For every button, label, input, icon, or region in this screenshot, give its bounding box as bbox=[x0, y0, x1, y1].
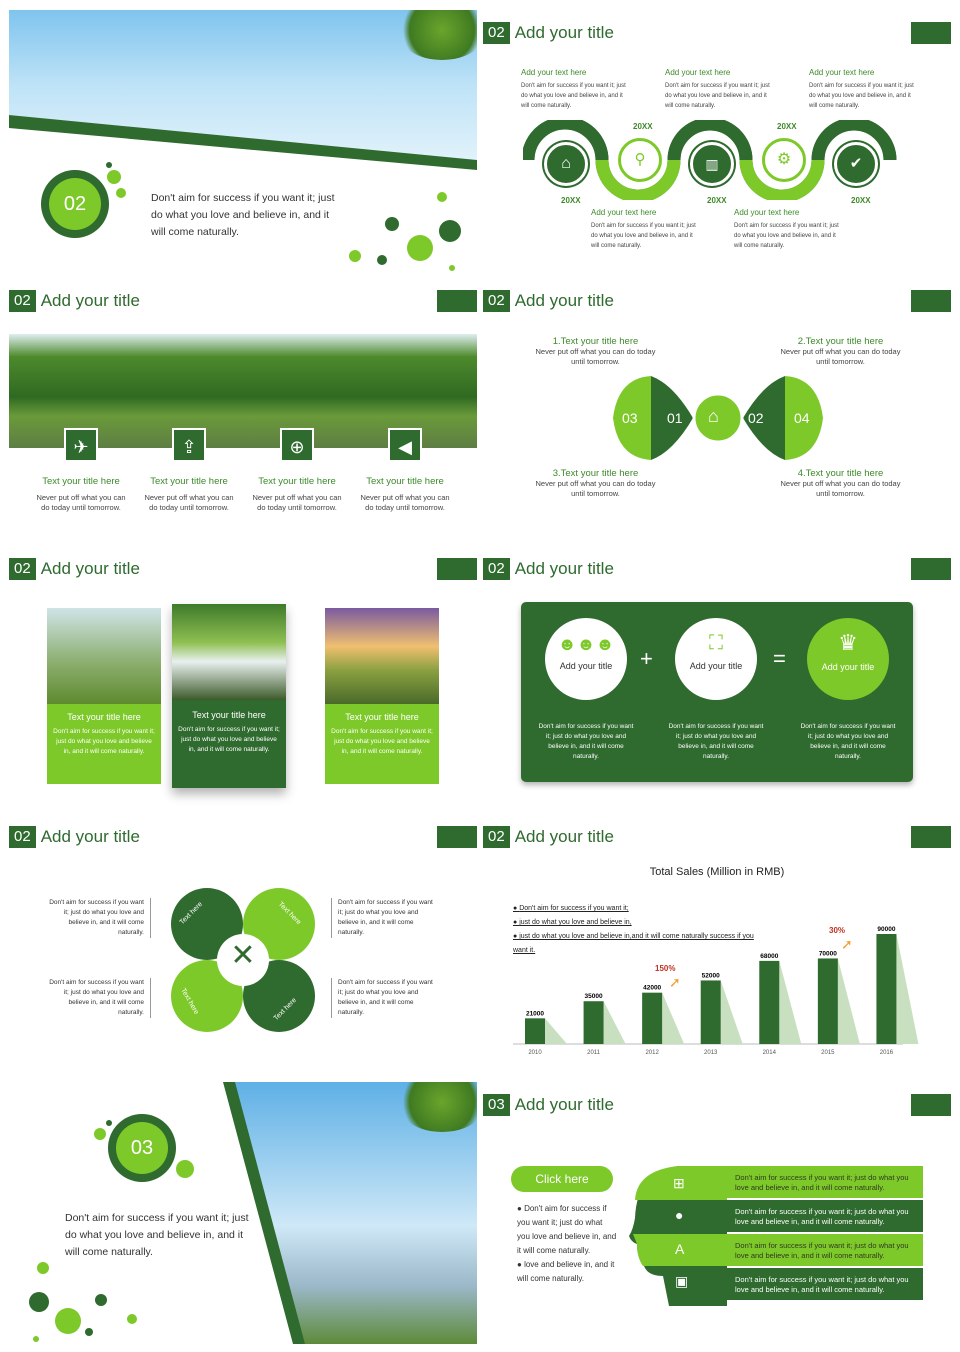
bullet-item: ● just do what you love and believe in,and it will come naturally success if you want it. bbox=[513, 933, 754, 954]
windows-icon: ⊞ bbox=[673, 1175, 685, 1191]
feature-item bbox=[136, 428, 242, 513]
year-label: 20XX bbox=[633, 122, 653, 131]
quote-text: Don't aim for success if you want it; just do what you love and believe in, and it will come naturally. bbox=[65, 1212, 249, 1258]
bullet-list bbox=[517, 1202, 617, 1286]
sales-bar-chart bbox=[513, 914, 923, 1064]
slide-header bbox=[483, 558, 614, 580]
bar-shadow bbox=[896, 934, 918, 1044]
circle-body: Don't aim for success if you want it; just do what you love and believe in, and it will come naturally. bbox=[800, 723, 896, 760]
bar-shadow bbox=[721, 980, 743, 1044]
globe-icon: ⊕ bbox=[280, 428, 314, 462]
circle-body: Don't aim for success if you want it; just do what you love and believe in, and it will come naturally. bbox=[668, 723, 764, 760]
slide-header bbox=[483, 1094, 614, 1116]
step-text bbox=[778, 468, 903, 499]
data-label: 90000 bbox=[877, 926, 896, 933]
dot bbox=[127, 1314, 137, 1324]
feature-body: Never put off what you can do today until tomorrow. bbox=[36, 493, 126, 512]
bullet-text: Don't aim for success if you want it; bbox=[519, 905, 629, 912]
circle-label: Add your title bbox=[689, 661, 743, 671]
section-number: 02 bbox=[9, 826, 36, 848]
year-label: 20XX bbox=[851, 196, 871, 205]
bullet-item: ● just do what you love and believe in, bbox=[513, 919, 632, 926]
step-number: 03 bbox=[622, 410, 638, 426]
up-arrow-icon: ➚ bbox=[669, 974, 681, 990]
airplane-icon: ✈ bbox=[64, 428, 98, 462]
tick-label: 2011 bbox=[587, 1050, 601, 1056]
feature-body: Never put off what you can do today until tomorrow. bbox=[360, 493, 450, 512]
feature-body: Never put off what you can do today until tomorrow. bbox=[144, 493, 234, 512]
plus-sign: + bbox=[640, 646, 653, 671]
dot bbox=[33, 1336, 39, 1342]
slide-10[interactable] bbox=[483, 1082, 951, 1344]
petal-label: Text here bbox=[179, 987, 200, 1016]
tick-label: 2014 bbox=[762, 1050, 776, 1056]
step-text bbox=[778, 336, 903, 367]
sunset-photo bbox=[325, 608, 439, 704]
bar bbox=[525, 1018, 545, 1044]
feature-item bbox=[28, 428, 134, 513]
waterfall-photo bbox=[172, 604, 286, 700]
section-number: 03 bbox=[483, 1094, 510, 1116]
step-body: Never put off what you can do today until tomorrow. bbox=[535, 479, 656, 498]
info-row: Don't aim for success if you want it; just do what you love and believe in, and it will come naturally. bbox=[727, 1234, 923, 1266]
chart-icon: ▥ bbox=[690, 142, 734, 186]
step-title: 2.Text your title here bbox=[797, 336, 884, 347]
bullet-item: ● Don't aim for success if you want it; bbox=[513, 905, 629, 912]
header-box bbox=[911, 558, 951, 580]
section-number: 02 bbox=[9, 290, 36, 312]
bullet-text: love and believe in, and it will come naturally. bbox=[517, 1260, 615, 1283]
dot bbox=[176, 1160, 194, 1178]
slide-header bbox=[483, 290, 614, 312]
slide-title: Add your title bbox=[40, 291, 140, 310]
card-body: Don't aim for success if you want it; just do what you love and believe in, and it will come naturally. bbox=[178, 726, 280, 753]
section-number: 02 bbox=[483, 826, 510, 848]
feature-title: Text your title here bbox=[42, 476, 120, 487]
slide-title: Add your title bbox=[514, 1095, 614, 1114]
slide-title: Add your title bbox=[40, 559, 140, 578]
card-body: Don't aim for success if you want it; just do what you love and believe in, and it will come naturally. bbox=[53, 728, 155, 755]
dot bbox=[407, 235, 433, 261]
valley-photo bbox=[47, 608, 161, 704]
info-row: Don't aim for success if you want it; just do what you love and believe in, and it will come naturally. bbox=[727, 1166, 923, 1198]
side-text: Don't aim for success if you want it; just do what you love and believe in, and it will come naturally. bbox=[331, 978, 437, 1018]
text-block bbox=[591, 208, 701, 251]
gear-icon: ⚙ bbox=[762, 138, 806, 182]
step-number: 04 bbox=[794, 410, 810, 426]
dot bbox=[85, 1328, 93, 1336]
block-body: Don't aim for success if you want it; just do what you love and believe in, and it will come naturally. bbox=[665, 83, 770, 109]
header-box bbox=[437, 826, 477, 848]
slide-6[interactable] bbox=[483, 546, 951, 808]
block-body: Don't aim for success if you want it; just do what you love and believe in, and it will come naturally. bbox=[809, 83, 914, 109]
bullet-text: just do what you love and believe in,and it will come naturally success if you want it. bbox=[513, 933, 754, 954]
side-text: Don't aim for success if you want it; just do what you love and believe in, and it will come naturally. bbox=[331, 898, 437, 938]
step-title: 4.Text your title here bbox=[797, 468, 884, 479]
bullet-item: ● Don't aim for success if you want it; just do what you love and believe in, and it will come naturally. bbox=[517, 1204, 617, 1255]
bullet-text: Don't aim for success if you want it; just do what you love and believe in, and it will come naturally. bbox=[517, 1204, 617, 1255]
petal-label: Text here bbox=[178, 900, 205, 927]
bar bbox=[818, 958, 838, 1044]
slide-5[interactable] bbox=[9, 546, 477, 808]
block-heading: Add your text here bbox=[521, 68, 587, 77]
feature-title: Text your title here bbox=[366, 476, 444, 487]
card-body: Don't aim for success if you want it; just do what you love and believe in, and it will come naturally. bbox=[331, 728, 433, 755]
slide-1[interactable] bbox=[9, 10, 477, 272]
tick-label: 2015 bbox=[821, 1050, 835, 1056]
section-circle-inner: 03 bbox=[116, 1122, 168, 1174]
bar-shadow bbox=[838, 958, 860, 1044]
tick-label: 2016 bbox=[879, 1050, 894, 1056]
chart-title: Total Sales (Million in RMB) bbox=[649, 866, 785, 878]
tick-label: 2012 bbox=[645, 1050, 659, 1056]
data-label: 70000 bbox=[818, 950, 837, 958]
speaker-icon: ◀ bbox=[388, 428, 422, 462]
dot bbox=[106, 1120, 112, 1126]
slide-title: Add your title bbox=[514, 559, 614, 578]
circle-label: Add your title bbox=[821, 662, 875, 672]
apple-icon: ● bbox=[675, 1207, 684, 1223]
year-label: 20XX bbox=[777, 122, 797, 131]
bar bbox=[701, 980, 721, 1044]
trophy-icon: ♛ bbox=[838, 630, 858, 655]
slide-header bbox=[483, 826, 614, 848]
circle-body: Don't aim for success if you want it; just do what you love and believe in, and it will come naturally. bbox=[538, 723, 634, 760]
data-label: 68000 bbox=[760, 952, 779, 960]
upload-icon: ⇪ bbox=[172, 428, 206, 462]
growth-badge: 150% bbox=[655, 964, 676, 973]
slide-9[interactable] bbox=[9, 1082, 477, 1344]
presenter-circle bbox=[675, 618, 757, 700]
step-body: Never put off what you can do today until tomorrow. bbox=[780, 347, 901, 366]
feature-title: Text your title here bbox=[150, 476, 228, 487]
header-box bbox=[437, 558, 477, 580]
dot bbox=[29, 1292, 49, 1312]
bar bbox=[876, 934, 896, 1044]
quote-text: Don't aim for success if you want it; just do what you love and believe in, and it will come naturally. bbox=[151, 192, 335, 238]
dot bbox=[377, 255, 387, 265]
step-title: 1.Text your title here bbox=[552, 336, 639, 347]
equals-sign: = bbox=[773, 646, 786, 671]
data-label: 35000 bbox=[584, 993, 603, 1001]
slide-3[interactable] bbox=[9, 278, 477, 540]
dot bbox=[437, 192, 447, 202]
header-box bbox=[911, 22, 951, 44]
slide-2[interactable] bbox=[483, 10, 951, 272]
photo-card bbox=[47, 608, 161, 784]
dot bbox=[349, 250, 361, 262]
feature-item bbox=[244, 428, 350, 513]
block-body: Don't aim for success if you want it; just do what you love and believe in, and it will come naturally. bbox=[591, 223, 696, 249]
dot bbox=[439, 220, 461, 242]
bar bbox=[759, 961, 779, 1044]
home-icon: ⌂ bbox=[544, 142, 588, 186]
section-number: 02 bbox=[483, 22, 510, 44]
section-number: 02 bbox=[483, 290, 510, 312]
text-block bbox=[665, 68, 775, 111]
bar-shadow bbox=[545, 1018, 567, 1044]
dot bbox=[449, 265, 455, 271]
petal-label: Text here bbox=[272, 996, 299, 1023]
arrows-icon: ✕ bbox=[230, 939, 256, 972]
block-body: Don't aim for success if you want it; just do what you love and believe in, and it will come naturally. bbox=[521, 83, 626, 109]
step-text bbox=[533, 336, 658, 367]
section-circle-inner: 02 bbox=[49, 178, 101, 230]
petal-label: Text here bbox=[276, 900, 303, 927]
header-box bbox=[911, 826, 951, 848]
section-number: 02 bbox=[483, 558, 510, 580]
photo-card bbox=[172, 604, 286, 788]
tag-icon: ⌂ bbox=[708, 406, 719, 426]
slide-7[interactable] bbox=[9, 814, 477, 1076]
block-body: Don't aim for success if you want it; just do what you love and believe in, and it will come naturally. bbox=[734, 223, 839, 249]
slide-title: Add your title bbox=[514, 827, 614, 846]
tick-label: 2010 bbox=[528, 1050, 542, 1056]
step-text bbox=[533, 468, 658, 499]
info-row: Don't aim for success if you want it; just do what you love and believe in, and it will come naturally. bbox=[727, 1200, 923, 1232]
text-block bbox=[809, 68, 919, 111]
dot bbox=[95, 1294, 107, 1306]
bullet-item: ● love and believe in, and it will come naturally. bbox=[517, 1260, 615, 1283]
feature-title: Text your title here bbox=[258, 476, 336, 487]
bar bbox=[584, 1001, 604, 1044]
step-number: 02 bbox=[748, 410, 764, 426]
card-title: Text your title here bbox=[192, 710, 266, 720]
year-label: 20XX bbox=[561, 196, 581, 205]
card-title: Text your title here bbox=[345, 712, 419, 722]
icon-row bbox=[9, 428, 477, 513]
feature-item bbox=[352, 428, 458, 513]
android-icon: ▣ bbox=[675, 1273, 689, 1289]
dot bbox=[37, 1262, 49, 1274]
dot bbox=[55, 1308, 81, 1334]
dot bbox=[385, 217, 399, 231]
team-icon: ☻☻☻ bbox=[557, 634, 615, 654]
check-icon: ✔ bbox=[834, 142, 878, 186]
step-body: Never put off what you can do today until tomorrow. bbox=[780, 479, 901, 498]
slide-header bbox=[9, 290, 140, 312]
team-circle bbox=[545, 618, 627, 700]
header-box bbox=[911, 290, 951, 312]
presenter-icon: ⛶ bbox=[709, 632, 723, 654]
bar bbox=[642, 993, 662, 1044]
step-body: Never put off what you can do today until tomorrow. bbox=[535, 347, 656, 366]
bar-shadow bbox=[604, 1001, 626, 1044]
slide-8[interactable] bbox=[483, 814, 951, 1076]
dot bbox=[116, 188, 126, 198]
header-box bbox=[911, 1094, 951, 1116]
block-heading: Add your text here bbox=[665, 68, 731, 77]
dot bbox=[106, 162, 112, 168]
bullet-text: just do what you love and believe in, bbox=[519, 919, 632, 926]
growth-badge: 30% bbox=[829, 926, 846, 935]
card-title: Text your title here bbox=[67, 712, 141, 722]
data-label: 42000 bbox=[643, 984, 662, 992]
bar-shadow bbox=[662, 993, 684, 1044]
step-number: 01 bbox=[667, 410, 683, 426]
slide-title: Add your title bbox=[514, 23, 614, 42]
year-label: 20XX bbox=[707, 196, 727, 205]
dot bbox=[94, 1128, 106, 1140]
data-label: 52000 bbox=[701, 972, 720, 980]
slide-title: Add your title bbox=[514, 291, 614, 310]
trophy-circle bbox=[807, 618, 889, 700]
section-number: 02 bbox=[9, 558, 36, 580]
data-label: 21000 bbox=[525, 1010, 545, 1018]
info-row: Don't aim for success if you want it; just do what you love and believe in, and it will come naturally. bbox=[727, 1268, 923, 1300]
side-text: Don't aim for success if you want it; just do what you love and believe in, and it will come naturally. bbox=[45, 978, 151, 1018]
slide-header bbox=[9, 558, 140, 580]
click-here-button[interactable]: Click here bbox=[511, 1166, 613, 1192]
text-block bbox=[734, 208, 844, 251]
up-arrow-icon: ➚ bbox=[841, 936, 853, 952]
bar-shadow bbox=[779, 961, 801, 1044]
header-box bbox=[437, 290, 477, 312]
block-heading: Add your text here bbox=[809, 68, 875, 77]
tick-label: 2013 bbox=[704, 1050, 718, 1056]
step-title: 3.Text your title here bbox=[552, 468, 639, 479]
text-block bbox=[521, 68, 631, 111]
block-heading: Add your text here bbox=[734, 208, 800, 217]
dot bbox=[107, 170, 121, 184]
slide-4[interactable] bbox=[483, 278, 951, 540]
circle-label: Add your title bbox=[559, 661, 613, 671]
slide-title: Add your title bbox=[40, 827, 140, 846]
slide-header bbox=[9, 826, 140, 848]
side-text: Don't aim for success if you want it; just do what you love and believe in, and it will come naturally. bbox=[45, 898, 151, 938]
slide-header bbox=[483, 22, 614, 44]
photo-card bbox=[325, 608, 439, 784]
search-icon: ⚲ bbox=[618, 138, 662, 182]
feature-body: Never put off what you can do today until tomorrow. bbox=[252, 493, 342, 512]
block-heading: Add your text here bbox=[591, 208, 657, 217]
appstore-icon: A bbox=[675, 1241, 685, 1257]
